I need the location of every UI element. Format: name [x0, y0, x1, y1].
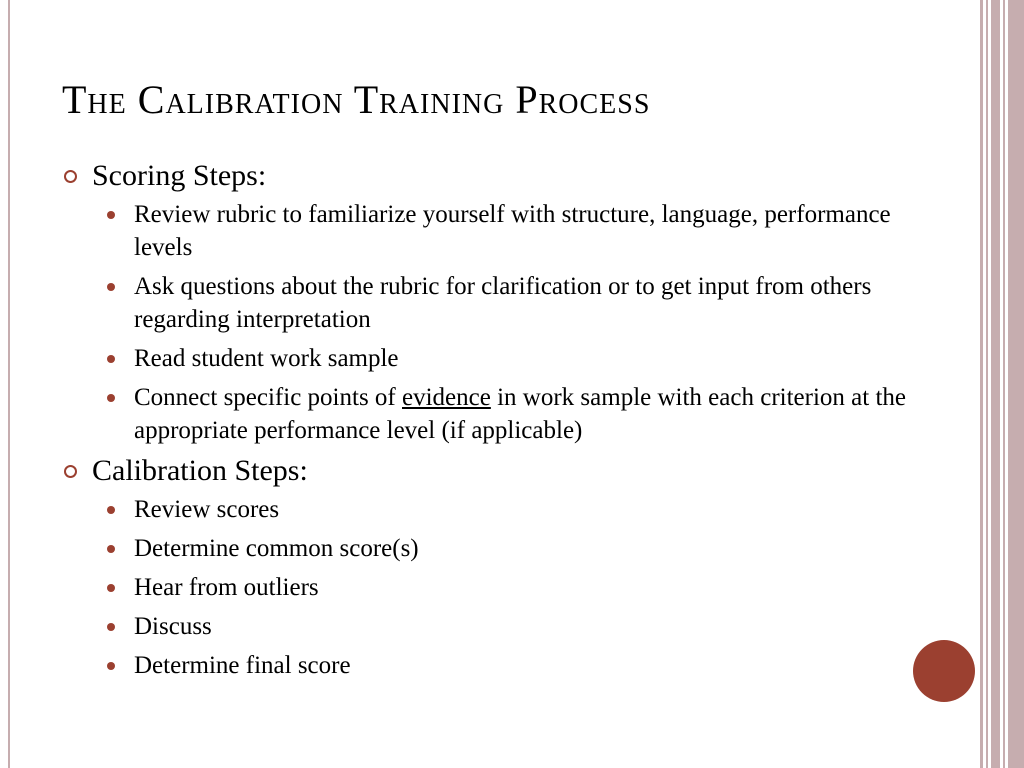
- left-border-rule: [8, 0, 10, 768]
- list-item: [62, 649, 912, 682]
- dot-bullet-icon: [107, 662, 115, 670]
- dot-bullet-icon: [107, 211, 115, 219]
- dot-bullet-icon: [107, 506, 115, 514]
- list-item: [62, 610, 912, 643]
- list-item-text: Review rubric to familiarize yourself with structure, language, performance levels: [134, 201, 891, 261]
- list-item-text: Read student work sample: [134, 345, 399, 372]
- list-item-text: Determine final score: [134, 652, 351, 679]
- list-item: [62, 198, 912, 264]
- list-item: [62, 571, 912, 604]
- ring-bullet-icon: [64, 465, 77, 478]
- ring-bullet-icon: [64, 170, 77, 183]
- right-decorative-stripes: [980, 0, 1024, 768]
- section-heading-scoring-steps: [62, 158, 912, 194]
- slide-body: [62, 158, 912, 688]
- list-item-text: Determine common score(s): [134, 535, 419, 562]
- stripe: [1008, 0, 1024, 768]
- section-heading-text: Calibration Steps:: [92, 454, 308, 487]
- dot-bullet-icon: [107, 623, 115, 631]
- scoring-steps-list: [62, 198, 912, 447]
- accent-circle: [913, 640, 975, 702]
- emphasized-term: evidence: [402, 384, 491, 411]
- stripe: [1003, 0, 1005, 768]
- section-heading-text: Scoring Steps:: [92, 159, 267, 192]
- list-item: [62, 493, 912, 526]
- list-item-text: Review scores: [134, 496, 280, 523]
- slide-title: The Calibration Training Process: [62, 77, 651, 122]
- stripe: [980, 0, 983, 768]
- list-item: [62, 381, 912, 447]
- list-item-text-before: Connect specific points of: [134, 384, 402, 411]
- list-item-text: Discuss: [134, 613, 212, 640]
- dot-bullet-icon: [107, 584, 115, 592]
- calibration-steps-list: [62, 493, 912, 682]
- list-item-text: Hear from outliers: [134, 574, 319, 601]
- dot-bullet-icon: [107, 355, 115, 363]
- list-item: [62, 532, 912, 565]
- list-item: [62, 342, 912, 375]
- list-item-text-after: in work sample with each criterion at the appropriate performance level (if applicable): [134, 384, 906, 444]
- section-heading-calibration-steps: [62, 453, 912, 489]
- list-item-text: Ask questions about the rubric for clarification or to get input from others regarding interpretation: [134, 273, 872, 333]
- stripe: [991, 0, 1000, 768]
- stripe: [986, 0, 988, 768]
- list-item: [62, 270, 912, 336]
- dot-bullet-icon: [107, 283, 115, 291]
- dot-bullet-icon: [107, 394, 115, 402]
- dot-bullet-icon: [107, 545, 115, 553]
